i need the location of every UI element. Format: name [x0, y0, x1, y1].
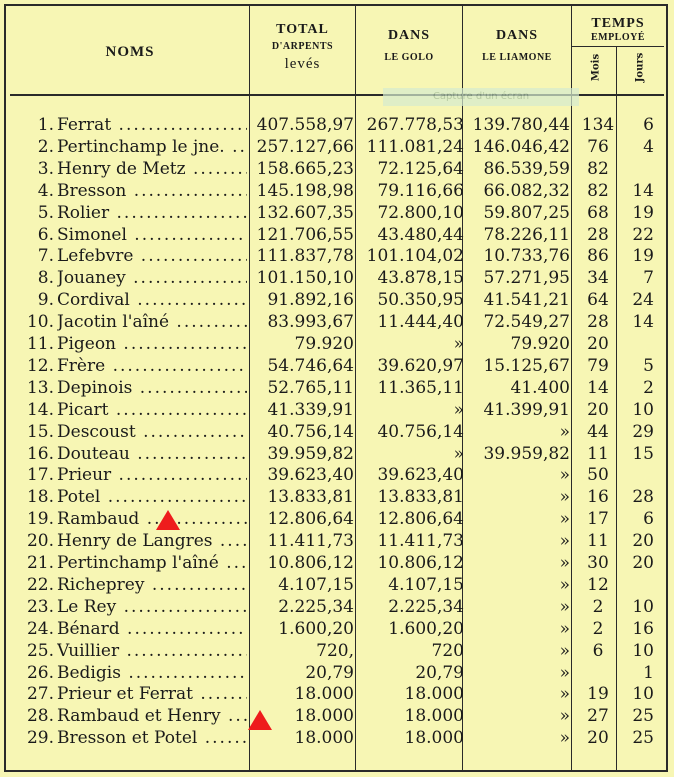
total-arpents: 1.600,20 — [278, 618, 354, 639]
time-months: 11 — [587, 443, 609, 464]
time-months: 64 — [587, 290, 609, 311]
surveyor-name: Ferrat ..... — [57, 114, 247, 136]
time-months: 82 — [587, 158, 609, 179]
table-row — [0, 421, 674, 443]
header-total — [250, 22, 355, 73]
row-number: 21. — [26, 553, 54, 573]
time-days: 4 — [643, 136, 654, 157]
time-months: 20 — [587, 399, 609, 420]
table-row — [0, 180, 674, 202]
total-arpents: 54.746,64 — [267, 355, 354, 376]
time-days: 25 — [632, 728, 654, 749]
arpents-liamone: » — [559, 640, 570, 661]
screen-capture-overlay: Capture d'un écran — [383, 88, 579, 106]
arpents-golo: 11.365,11 — [377, 377, 464, 398]
time-days: 22 — [632, 224, 654, 245]
header-golo-line2: LE GOLO — [384, 52, 434, 63]
time-months: 28 — [587, 224, 609, 245]
time-days: 10 — [632, 596, 654, 617]
time-months: 16 — [587, 487, 609, 508]
arpents-liamone: » — [559, 465, 570, 486]
red-triangle-marker-1 — [156, 510, 180, 530]
table-row — [0, 289, 674, 311]
table-row — [0, 443, 674, 465]
arpents-liamone: 39.959,82 — [483, 443, 570, 464]
row-number: 29. — [26, 728, 54, 749]
time-months: 76 — [587, 136, 609, 157]
arpents-liamone: » — [559, 421, 570, 442]
time-days: 24 — [632, 290, 654, 311]
time-days: 10 — [632, 640, 654, 661]
arpents-liamone: 41.541,21 — [483, 290, 570, 311]
time-days: 29 — [632, 421, 654, 442]
time-months: 86 — [587, 246, 609, 267]
time-months: 2 — [592, 618, 604, 639]
table-row — [0, 727, 674, 749]
arpents-liamone: » — [559, 618, 570, 639]
table-row — [0, 574, 674, 596]
arpents-golo: 20,79 — [415, 662, 464, 683]
time-months: 50 — [587, 465, 609, 486]
table-row — [0, 508, 674, 530]
surveyor-name: Douteau ..... — [57, 443, 247, 465]
time-days: 19 — [632, 202, 654, 223]
row-number: 22. — [26, 574, 54, 595]
arpents-golo: 18.000 — [404, 706, 464, 727]
row-number: 24. — [26, 618, 54, 639]
row-number: 23. — [26, 596, 54, 617]
surveyor-name: Bresson ..... — [57, 180, 247, 202]
total-arpents: 40.756,14 — [267, 421, 354, 442]
row-number: 17. — [26, 465, 54, 486]
surveyor-name: Prieur et Ferrat ..... — [57, 683, 247, 705]
table-row — [0, 530, 674, 552]
table-row — [0, 224, 674, 246]
arpents-liamone: 10.733,76 — [483, 246, 570, 267]
total-arpents: 18.000 — [294, 728, 354, 749]
table-row — [0, 705, 674, 727]
time-days: 1 — [643, 662, 654, 683]
row-number: 28. — [26, 706, 54, 727]
arpents-golo: 13.833,81 — [377, 487, 464, 508]
surveyor-name: Bedigis ..... — [57, 662, 247, 684]
surveyor-name: Simonel ..... — [57, 224, 247, 246]
total-arpents: 13.833,81 — [267, 487, 354, 508]
table-row — [0, 158, 674, 180]
time-months: 27 — [587, 706, 609, 727]
time-months: 11 — [587, 531, 609, 552]
total-arpents: 407.558,97 — [256, 115, 354, 135]
header-liamone-line2: LE LIAMONE — [482, 52, 552, 63]
total-arpents: 20,79 — [305, 662, 354, 683]
surveyor-name: Depinois ..... — [57, 377, 247, 399]
table-row — [0, 640, 674, 662]
surveyor-name: Frère ..... — [57, 355, 247, 377]
total-arpents: 145.198,98 — [256, 180, 354, 201]
row-number: 8. — [37, 268, 54, 289]
surveyor-name: Descoust ..... — [57, 421, 247, 443]
row-number: 6. — [37, 224, 54, 245]
surveyor-name: Rolier ..... — [57, 202, 247, 224]
surveyor-name: Picart ..... — [57, 399, 247, 421]
surveyor-name: Jacotin l'aîné ..... — [57, 311, 247, 333]
time-months: 28 — [587, 312, 609, 333]
row-number: 1. — [37, 115, 54, 135]
red-triangle-marker-2 — [248, 710, 272, 730]
time-days: 10 — [632, 684, 654, 705]
time-days: 10 — [632, 399, 654, 420]
table-row — [0, 355, 674, 377]
surveyor-name: Lefebvre ..... — [57, 245, 247, 267]
row-number: 13. — [26, 377, 54, 398]
arpents-liamone: 66.082,32 — [483, 180, 570, 201]
total-arpents: 41.339,91 — [267, 399, 354, 420]
row-number: 11. — [26, 334, 54, 354]
time-months: 17 — [587, 509, 609, 530]
arpents-liamone: » — [559, 662, 570, 683]
total-arpents: 132.607,35 — [256, 202, 354, 223]
arpents-golo: 11.411,73 — [377, 531, 464, 552]
table-row — [0, 202, 674, 224]
table-row — [0, 333, 674, 355]
row-number: 12. — [26, 355, 54, 376]
temps-rule — [572, 46, 664, 47]
row-number: 20. — [26, 531, 54, 552]
surveyor-name: Pertinchamp le jne. ..... — [57, 136, 247, 158]
surveyor-name: Pigeon ..... — [57, 333, 247, 355]
surveyor-name: Rambaud ..... — [57, 508, 247, 530]
arpents-golo: 101.104,02 — [366, 246, 464, 267]
arpents-liamone: » — [559, 509, 570, 530]
header-total-line1: TOTAL — [276, 22, 329, 37]
time-days: 7 — [643, 268, 654, 289]
surveyor-name: Prieur ..... — [57, 464, 247, 486]
total-arpents: 111.837,78 — [256, 246, 354, 267]
row-number: 9. — [37, 290, 54, 311]
table-row — [0, 552, 674, 574]
arpents-liamone: 72.549,27 — [483, 312, 570, 333]
row-number: 15. — [26, 421, 54, 442]
surveyor-name: Vuillier ..... — [57, 640, 247, 662]
arpents-liamone: » — [559, 531, 570, 552]
arpents-liamone: 15.125,67 — [483, 355, 570, 376]
row-number: 18. — [26, 487, 54, 508]
time-months: 68 — [587, 202, 609, 223]
row-number: 16. — [26, 443, 54, 464]
total-arpents: 158.665,23 — [256, 158, 354, 179]
table-row — [0, 683, 674, 705]
time-months: 19 — [587, 684, 609, 705]
time-months: 79 — [587, 355, 609, 376]
total-arpents: 91.892,16 — [267, 290, 354, 311]
time-days: 14 — [632, 312, 654, 333]
arpents-golo: 40.756,14 — [377, 421, 464, 442]
arpents-golo: 72.800,10 — [377, 202, 464, 223]
arpents-liamone: 59.807,25 — [483, 202, 570, 223]
total-arpents: 2.225,34 — [278, 596, 354, 617]
header-jours: Jours — [634, 52, 646, 83]
total-arpents: 10.806,12 — [267, 553, 354, 573]
header-total-line3: levés — [284, 56, 321, 72]
time-months: 34 — [587, 268, 609, 289]
arpents-golo: 4.107,15 — [388, 574, 464, 595]
table-row — [0, 267, 674, 289]
arpents-liamone: 139.780,44 — [472, 115, 570, 135]
arpents-golo: 111.081,24 — [366, 136, 464, 157]
time-months: 82 — [587, 180, 609, 201]
surveyor-name: Cordival ..... — [57, 289, 247, 311]
time-days: 6 — [643, 115, 654, 135]
time-months: 6 — [592, 640, 604, 661]
surveyor-name: Bresson et Potel ..... — [57, 727, 247, 749]
arpents-liamone: 146.046,42 — [472, 136, 570, 157]
arpents-golo: 43.480,44 — [377, 224, 464, 245]
time-months: 134 — [581, 115, 615, 135]
arpents-liamone: 86.539,59 — [483, 158, 570, 179]
header-golo-line1: DANS — [387, 28, 431, 43]
table-row — [0, 464, 674, 486]
total-arpents: 12.806,64 — [267, 509, 354, 530]
arpents-golo: 1.600,20 — [388, 618, 464, 639]
table-row — [0, 311, 674, 333]
arpents-golo: 50.350,95 — [377, 290, 464, 311]
header-temps-line1: TEMPS — [591, 16, 645, 31]
arpents-liamone: » — [559, 728, 570, 749]
arpents-liamone: 79.920 — [510, 334, 570, 354]
time-days: 20 — [632, 531, 654, 552]
arpents-liamone: 57.271,95 — [483, 268, 570, 289]
row-number: 14. — [26, 399, 54, 420]
table-row — [0, 662, 674, 684]
surveyor-name: Richeprey ..... — [57, 574, 247, 596]
arpents-liamone: » — [559, 553, 570, 573]
total-arpents: 83.993,67 — [267, 312, 354, 333]
surveyor-name: Henry de Langres ..... — [57, 530, 247, 552]
time-days: 15 — [632, 443, 654, 464]
arpents-liamone: 78.226,11 — [483, 224, 570, 245]
table-row — [0, 245, 674, 267]
arpents-golo: 12.806,64 — [377, 509, 464, 530]
arpents-golo: 720 — [431, 640, 464, 661]
table-row — [0, 377, 674, 399]
row-number: 27. — [26, 684, 54, 705]
arpents-golo: » — [453, 334, 464, 354]
row-number: 3. — [37, 158, 54, 179]
total-arpents: 4.107,15 — [278, 574, 354, 595]
surveyor-name: Potel ..... — [57, 486, 247, 508]
surveyor-name: Jouaney ..... — [57, 267, 247, 289]
arpents-golo: 18.000 — [404, 684, 464, 705]
total-arpents: 121.706,55 — [256, 224, 354, 245]
header-noms: NOMS — [105, 44, 155, 60]
row-number: 2. — [37, 136, 54, 157]
time-months: 30 — [587, 553, 609, 573]
arpents-golo: 79.116,66 — [377, 180, 464, 201]
header-liamone — [463, 28, 571, 63]
arpents-liamone: 41.400 — [510, 377, 570, 398]
arpents-liamone: » — [559, 684, 570, 705]
total-arpents: 720, — [316, 640, 354, 661]
arpents-golo: » — [453, 443, 464, 464]
time-days: 19 — [632, 246, 654, 267]
arpents-liamone: » — [559, 487, 570, 508]
arpents-liamone: » — [559, 706, 570, 727]
total-arpents: 52.765,11 — [267, 377, 354, 398]
table-row — [0, 399, 674, 421]
arpents-golo: 2.225,34 — [388, 596, 464, 617]
total-arpents: 18.000 — [294, 684, 354, 705]
time-months: 12 — [587, 574, 609, 595]
table-row — [0, 114, 674, 136]
time-days: 20 — [632, 553, 654, 573]
surveyor-name: Rambaud et Henry ..... — [57, 705, 247, 727]
total-arpents: 18.000 — [294, 706, 354, 727]
arpents-golo: 72.125,64 — [377, 158, 464, 179]
arpents-liamone: » — [559, 596, 570, 617]
arpents-golo: » — [453, 399, 464, 420]
time-days: 16 — [632, 618, 654, 639]
row-number: 25. — [26, 640, 54, 661]
row-number: 19. — [26, 509, 54, 530]
time-days: 28 — [632, 487, 654, 508]
time-months: 20 — [587, 728, 609, 749]
total-arpents: 79.920 — [294, 334, 354, 354]
header-temps-line2: EMPLOYÉ — [590, 32, 646, 43]
time-months: 20 — [587, 334, 609, 354]
row-number: 7. — [37, 246, 54, 267]
time-days: 25 — [632, 706, 654, 727]
header-liamone-line1: DANS — [495, 28, 539, 43]
total-arpents: 39.623,40 — [267, 465, 354, 486]
arpents-golo: 43.878,15 — [377, 268, 464, 289]
time-months: 2 — [592, 596, 604, 617]
table-row — [0, 486, 674, 508]
total-arpents: 257.127,66 — [256, 136, 354, 157]
arpents-golo: 10.806,12 — [377, 553, 464, 573]
total-arpents: 11.411,73 — [267, 531, 354, 552]
total-arpents: 39.959,82 — [267, 443, 354, 464]
arpents-golo: 39.620,97 — [377, 355, 464, 376]
arpents-liamone: » — [559, 574, 570, 595]
arpents-golo: 39.623,40 — [377, 465, 464, 486]
table-row — [0, 136, 674, 158]
row-number: 10. — [26, 312, 54, 333]
surveyor-name: Le Rey ..... — [57, 596, 247, 618]
row-number: 26. — [26, 662, 54, 683]
total-arpents: 101.150,10 — [256, 268, 354, 289]
time-months: 14 — [587, 377, 609, 398]
row-number: 5. — [37, 202, 54, 223]
time-days: 2 — [643, 377, 654, 398]
header-golo — [356, 28, 462, 63]
arpents-golo: 11.444,40 — [377, 312, 464, 333]
header-mois: Mois — [590, 53, 602, 82]
table-row — [0, 618, 674, 640]
arpents-liamone: 41.399,91 — [483, 399, 570, 420]
time-days: 14 — [632, 180, 654, 201]
surveyor-name: Pertinchamp l'aîné ..... — [57, 552, 247, 574]
time-days: 6 — [643, 509, 654, 530]
time-days: 5 — [643, 355, 654, 376]
header-temps — [572, 16, 664, 43]
header-total-line2: D'ARPENTS — [271, 41, 334, 52]
time-months: 44 — [587, 421, 609, 442]
surveyor-name: Bénard ..... — [57, 618, 247, 640]
table-row — [0, 596, 674, 618]
arpents-golo: 267.778,53 — [366, 115, 464, 135]
surveyor-name: Henry de Metz ..... — [57, 158, 247, 180]
arpents-golo: 18.000 — [404, 728, 464, 749]
row-number: 4. — [37, 180, 54, 201]
